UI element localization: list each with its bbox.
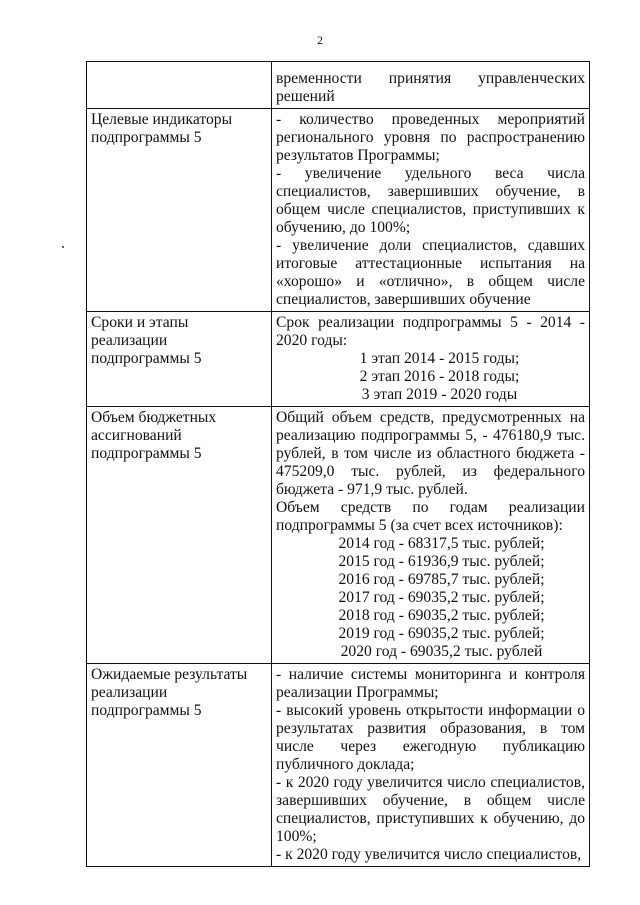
row-content bbox=[272, 407, 590, 664]
row-content bbox=[272, 109, 590, 312]
year-line: 2017 год - 69035,2 тыс. рублей; bbox=[338, 589, 545, 606]
row-label: Целевые индикаторы подпрограммы 5 bbox=[87, 109, 272, 312]
text-line: - высокий уровень открытости информации о результатах развития образования, в том числе через ежегодную публикацию публичного доклада; bbox=[276, 702, 585, 773]
row-content bbox=[272, 312, 590, 407]
row-label: Ожидаемые результаты реализации подпрограммы 5 bbox=[87, 664, 272, 867]
row-content bbox=[272, 62, 590, 109]
table-row bbox=[87, 407, 590, 664]
text-line: - увеличение удельного веса числа специалистов, завершивших обучение, в общем числе специалистов, приступивших к обучению, до 100%; bbox=[276, 165, 585, 236]
page-number: 2 bbox=[317, 33, 323, 47]
year-line: 2015 год - 61936,9 тыс. рублей; bbox=[338, 553, 545, 570]
scan-speck bbox=[62, 246, 64, 248]
year-line: 2018 год - 69035,2 тыс. рублей; bbox=[338, 607, 545, 624]
stage-line: 2 этап 2016 - 2018 годы; bbox=[359, 368, 520, 385]
text-line: Объем средств по годам реализации подпрограммы 5 (за счет всех источников): bbox=[276, 499, 585, 534]
table-row bbox=[87, 109, 590, 312]
text-line: - наличие системы мониторинга и контроля реализации Программы; bbox=[276, 666, 585, 701]
year-line: 2019 год - 69035,2 тыс. рублей; bbox=[338, 625, 545, 642]
row-label bbox=[87, 62, 272, 109]
table-row bbox=[87, 664, 590, 867]
text-line: - увеличение доли специалистов, сдавших итоговые аттестационные испытания на «хорошо» и «отлично», в общем числе специалистов, завершивших обучение bbox=[276, 237, 585, 308]
year-line: 2020 год - 69035,2 тыс. рублей bbox=[340, 643, 543, 660]
stage-line: 3 этап 2019 - 2020 годы bbox=[361, 386, 518, 403]
stage-line: 1 этап 2014 - 2015 годы; bbox=[359, 350, 520, 367]
year-line: 2016 год - 69785,7 тыс. рублей; bbox=[338, 571, 545, 588]
text-line: временности принятия управленческих решений bbox=[276, 70, 585, 105]
passport-table bbox=[86, 61, 590, 867]
table-row bbox=[87, 312, 590, 407]
year-line: 2014 год - 68317,5 тыс. рублей; bbox=[338, 535, 545, 552]
text-line: - к 2020 году увеличится число специалистов, bbox=[276, 846, 582, 863]
text-line: Общий объем средств, предусмотренных на реализацию подпрограммы 5, - 476180,9 тыс. рублей, в том числе из областного бюджета - 475209,0 тыс. рублей, из федерального бюджета - 971,9 тыс. рублей. bbox=[276, 409, 585, 498]
text-line: - количество проведенных мероприятий регионального уровня по распространению результатов Программы; bbox=[276, 111, 585, 164]
row-content bbox=[272, 664, 590, 867]
row-label: Объем бюджетных ассигнований подпрограммы 5 bbox=[87, 407, 272, 664]
text-line: - к 2020 году увеличится число специалистов, завершивших обучение, в общем числе специалистов, приступивших к обучению, до 100%; bbox=[276, 774, 585, 845]
row-label: Сроки и этапы реализации подпрограммы 5 bbox=[87, 312, 272, 407]
text-line: Срок реализации подпрограммы 5 - 2014 - 2020 годы: bbox=[276, 314, 585, 349]
table-row bbox=[87, 62, 590, 109]
